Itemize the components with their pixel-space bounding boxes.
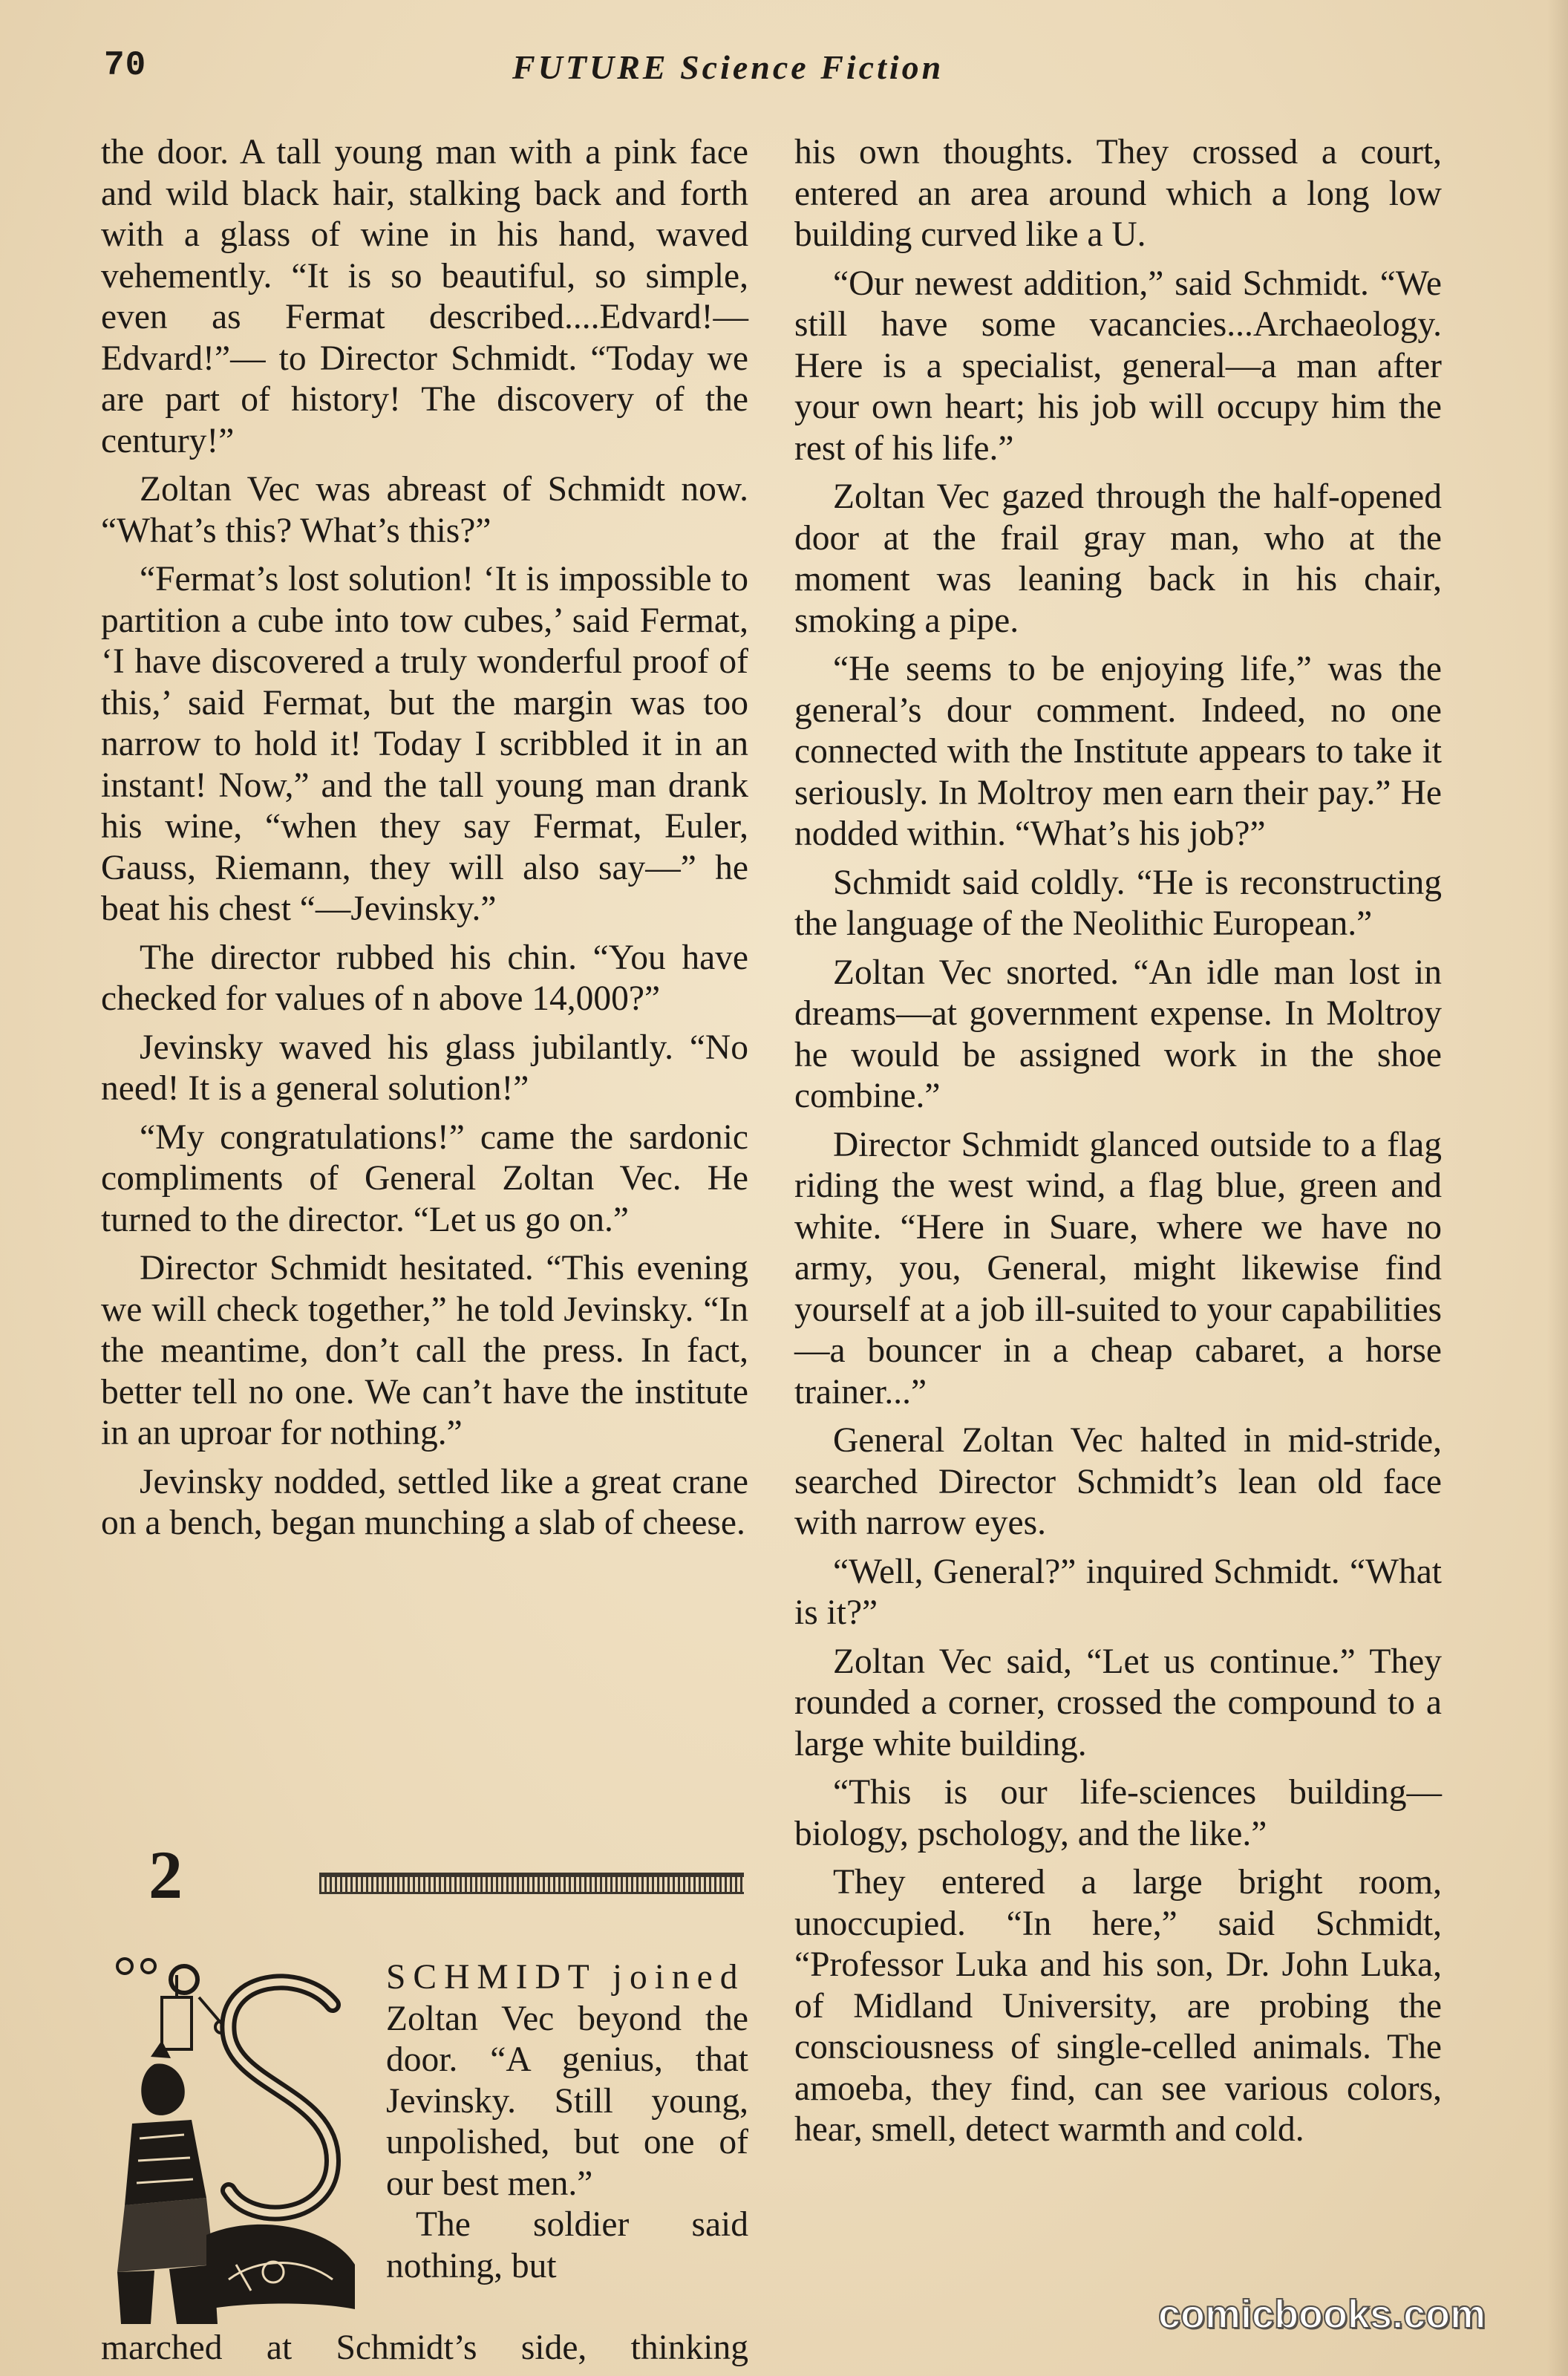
- paragraph: Jevinsky nodded, settled like a great crane on a bench, began munching a slab of cheese.: [101, 1462, 748, 1542]
- right-column: [794, 132, 1442, 2158]
- paragraph: “He seems to be enjoying life,” was the general’s dour comment. Indeed, no one connected with the Institute appears to take it seriously. In Moltroy men earn their pay.” He nodded within. “What’s his job?”: [794, 650, 1442, 853]
- paragraph: “My congratulations!” came the sardonic compliments of General Zoltan Vec. He turned to the director. “Let us go on.”: [101, 1117, 748, 1239]
- paragraph: Zoltan Vec gazed through the half-opened door at the frail gray man, who at the moment was leaning back in his chair, smoking a pipe.: [794, 477, 1442, 640]
- drop-cap-illustration: [110, 1953, 362, 2331]
- section-number: 2: [148, 1837, 183, 1913]
- paragraph: Zoltan Vec said, “Let us continue.” They rounded a corner, crossed the compound to a large white building.: [794, 1642, 1442, 1763]
- paragraph: his own thoughts. They crossed a court, entered an area around which a long low building curved like a U.: [794, 133, 1442, 254]
- paragraph: Jevinsky waved his glass jubilantly. “No need! It is a general solution!”: [101, 1028, 748, 1108]
- paragraph: Director Schmidt hesitated. “This evening we will check together,” he told Jevinsky. “In the meantime, don’t call the press. In fact, better tell no one. We can’t have the institute in an uproar for nothing.”: [101, 1249, 748, 1452]
- paragraph: Schmidt said coldly. “He is reconstructing the language of the Neolithic European.”: [794, 863, 1442, 943]
- paragraph: “Well, General?” inquired Schmidt. “What is it?”: [794, 1552, 1442, 1632]
- soldier-line: The soldier said nothing, but: [386, 2205, 748, 2285]
- paragraph: “This is our life-sciences building—biology, pschology, and the like.”: [794, 1773, 1442, 1853]
- section-opening: [386, 1957, 748, 2287]
- paragraph: Director Schmidt glanced outside to a flag riding the west wind, a flag blue, green and white. “Here in Suare, where we have no army, you, General, might likewise find yourself at a job ill-suited to your capabilities—a bouncer in a cheap cabaret, a horse trainer...”: [794, 1125, 1442, 1411]
- drop-cap-s: [228, 1982, 333, 2213]
- paragraph: The director rubbed his chin. “You have checked for values of n above 14,000?”: [101, 938, 748, 1018]
- drop-cap-word: SCHMIDT joined: [386, 1958, 745, 1997]
- page-number: 70: [104, 46, 147, 85]
- section-opening-text: Zoltan Vec beyond the door. “A genius, that Jevinsky. Still young, unpolished, but one of our best men.”: [386, 1999, 748, 2203]
- bottom-line: marched at Schmidt’s side, thinking: [101, 2328, 748, 2367]
- paragraph: They entered a large bright room, unoccupied. “In here,” said Schmidt, “Professor Luka and his son, Dr. John Luka, of Midland University, are probing the consciousness of single-celled animals. The amoeba, they find, can see various colors, hear, smell, detect warmth and cold.: [794, 1863, 1442, 2149]
- paragraph: “Fermat’s lost solution! ‘It is impossible to partition a cube into tow cubes,’ said Fermat, ‘I have discovered a truly wonderful proof of this,’ said Fermat, but the margin was too narrow to hold it! Today I scribbled it in an instant! Now,” and the tall young man drank his wine, “when they say Fermat, Euler, Gauss, Riemann, they will also say—” he beat his chest “—Jevinsky.”: [101, 560, 748, 928]
- page-edge-shadow: [1547, 0, 1568, 2376]
- running-head: FUTURE Science Fiction: [512, 48, 944, 86]
- section-break: [148, 1834, 757, 1923]
- paragraph: Zoltan Vec snorted. “An idle man lost in dreams—at government expense. In Moltroy he would be assigned work in the shoe combine.”: [794, 953, 1442, 1115]
- paragraph: Zoltan Vec was abreast of Schmidt now. “What’s this? What’s this?”: [101, 470, 748, 550]
- paragraph: “Our newest addition,” said Schmidt. “We still have some vacancies...Archaeology. Here is a specialist, general—a man after your own heart; his job will occupy him the rest of his life.”: [794, 264, 1442, 468]
- paragraph: the door. A tall young man with a pink face and wild black hair, stalking back and forth with a glass of wine in his hand, waved vehemently. “It is so beautiful, so simple, even as Fermat described....Edvard!— Edvard!”— to Director Schmidt. “Today we are part of history! The discovery of the century!”: [101, 133, 748, 460]
- section-rule: [319, 1873, 744, 1894]
- watermark: comicbooks.com: [1158, 2292, 1486, 2337]
- paragraph: General Zoltan Vec halted in mid-stride, searched Director Schmidt’s lean old face with narrow eyes.: [794, 1421, 1442, 1542]
- left-column: [101, 132, 748, 1552]
